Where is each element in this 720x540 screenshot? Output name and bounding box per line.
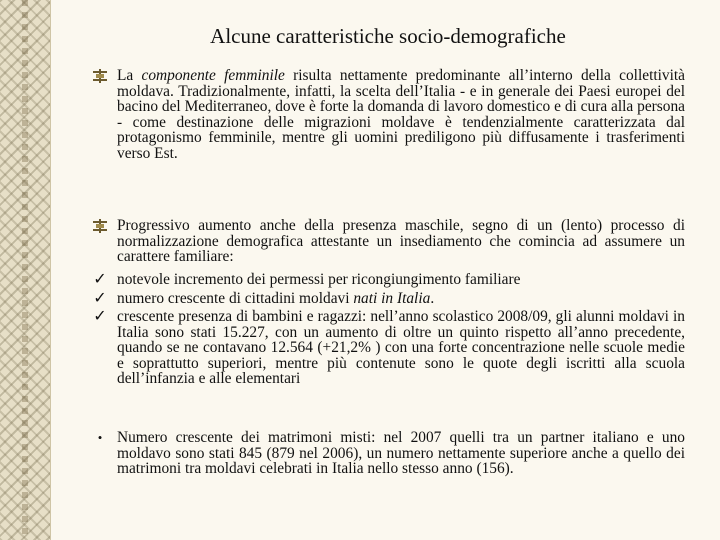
paragraph-text: Numero crescente dei matrimoni misti: nel 2007 quelli tra un partner italiano e uno moldavo sono stati 845 (879 nel 2006), un numero nettamente superiore anche a quello dei matrimoni tra moldavi celebrati in Italia nello stesso anno (156). (117, 429, 685, 477)
paragraph-female-component (60, 68, 685, 161)
paragraph-male-presence (60, 218, 685, 265)
check-item-text: notevole incremento dei permessi per ricongiungimento familiare (117, 271, 521, 288)
checklist (60, 272, 685, 387)
check-item (60, 272, 685, 288)
check-item (60, 309, 685, 387)
ornament-bullet-icon (90, 68, 110, 84)
decorative-left-border (0, 0, 51, 540)
check-item (60, 291, 685, 307)
checkmark-icon: ✓ (93, 308, 107, 325)
paragraph-text: Progressivo aumento anche della presenza maschile, segno di un (lento) processo di normalizzazione demografica attestante un insediamento che comincia ad assumere un carattere familiare: (117, 217, 685, 265)
checkmark-icon: ✓ (93, 271, 107, 288)
check-item-text: numero crescente di cittadini moldavi nati in Italia. (117, 289, 435, 307)
italic-phrase: nati in Italia (353, 289, 431, 307)
bullet-dot-icon: • (97, 430, 103, 445)
ornament-bullet-icon (90, 218, 110, 234)
paragraph-text: La componente femminile risulta nettamente predominante all’interno della collettività moldava. Tradizionalmente, infatti, la scelta dell’Italia - e in generale dei Paesi europei del bacino del Mediterraneo, dove è forte la domanda di lavoro domestico e di cura alla persona - come destinazione delle migrazioni moldave è tendenzialmente caratterizzata dal protagonismo femminile, mentre gli uomini prediligono più diffusamente i trasferimenti verso Est. (117, 67, 685, 162)
paragraph-mixed-marriages (60, 430, 685, 477)
check-item-text: crescente presenza di bambini e ragazzi: nell’anno scolastico 2008/09, gli alunni moldavi in Italia sono stati 15.227, con un aumento di oltre un quinto rispetto all’anno precedente, quando se ne contavano 12.564 (+21,2% ) con una forte concentrazione nelle scuole medie e soprattutto superiori, mentre più contenute sono le quote degli iscritti alla scuola dell’infanzia e alle elementari (117, 308, 685, 387)
italic-phrase: componente femminile (141, 67, 285, 84)
slide-title: Alcune caratteristiche socio-demografiche (210, 24, 566, 48)
checkmark-icon: ✓ (93, 289, 107, 307)
